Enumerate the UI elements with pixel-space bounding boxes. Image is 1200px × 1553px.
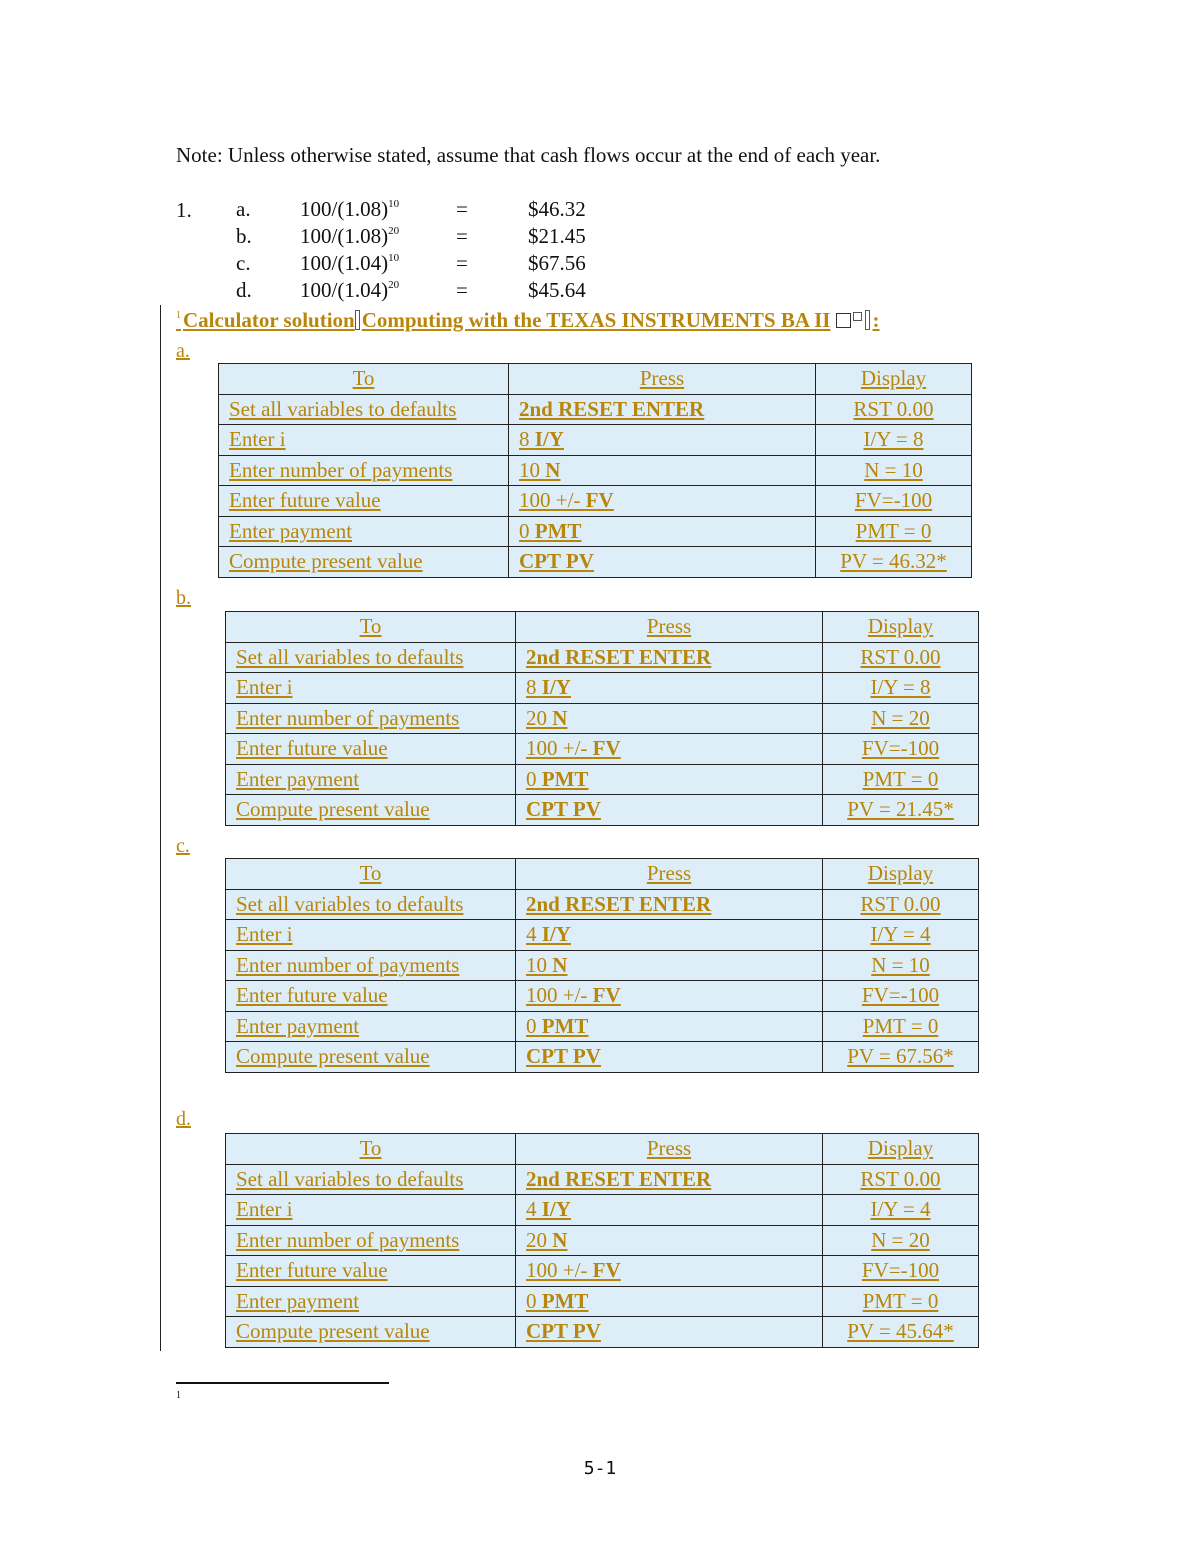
- table-row: [219, 394, 972, 425]
- cell-press: 0 PMT: [516, 1011, 823, 1042]
- calculator-table-b: [225, 611, 979, 826]
- cell-display: PMT = 0: [823, 1286, 979, 1317]
- cell-to: Enter number of payments: [219, 455, 509, 486]
- cell-to: Enter future value: [226, 981, 516, 1012]
- footnote-marker: 1: [176, 310, 181, 321]
- part-label-d: d.: [176, 1108, 191, 1130]
- cell-display: FV=-100: [823, 734, 979, 765]
- table-header-row: [226, 1134, 979, 1165]
- cell-to: Set all variables to defaults: [226, 1164, 516, 1195]
- table-row: [226, 1195, 979, 1226]
- cell-press: 10 N: [516, 950, 823, 981]
- table-row: [219, 425, 972, 456]
- header-to: To: [226, 859, 516, 890]
- cell-to: Enter payment: [226, 1011, 516, 1042]
- table-row: [226, 1164, 979, 1195]
- header-to: To: [226, 612, 516, 643]
- cell-press: 20 N: [516, 1225, 823, 1256]
- cell-press: 4 I/Y: [516, 1195, 823, 1226]
- table-row: [226, 1286, 979, 1317]
- calculator-solution-heading: [176, 308, 879, 333]
- cell-to: Enter i: [226, 673, 516, 704]
- cell-to: Compute present value: [226, 1042, 516, 1073]
- cell-to: Enter i: [226, 1195, 516, 1226]
- cell-press: 2nd RESET ENTER: [516, 642, 823, 673]
- equals-sign: =: [456, 197, 468, 221]
- calc-base: 100/(1.08): [300, 197, 389, 221]
- table-row: [226, 1225, 979, 1256]
- revision-bar: [160, 305, 161, 1351]
- cell-press: CPT PV: [516, 795, 823, 826]
- calc-exponent: 20: [388, 225, 400, 237]
- table-row: [226, 920, 979, 951]
- heading-text: Calculator solution: [183, 308, 355, 332]
- cell-display: PMT = 0: [816, 516, 972, 547]
- cell-display: FV=-100: [816, 486, 972, 517]
- cell-press: 8 I/Y: [516, 673, 823, 704]
- calc-label: a.: [236, 197, 251, 221]
- cell-display: N = 20: [823, 1225, 979, 1256]
- cell-display: N = 10: [823, 950, 979, 981]
- calculator-table-a: [218, 363, 972, 578]
- calc-result: $46.32: [528, 197, 586, 221]
- cell-press: 0 PMT: [509, 516, 816, 547]
- note-text: Note: Unless otherwise stated, assume that cash flows occur at the end of each year.: [176, 143, 881, 167]
- header-press: Press: [516, 1134, 823, 1165]
- heading-text-2: Computing with the TEXAS INSTRUMENTS BA II: [361, 308, 831, 332]
- calc-result: $45.64: [528, 278, 586, 302]
- cell-display: N = 10: [816, 455, 972, 486]
- table-header-row: [226, 859, 979, 890]
- cell-press: 100 +/- FV: [516, 734, 823, 765]
- table-row: [226, 642, 979, 673]
- calc-result: $21.45: [528, 224, 586, 248]
- placeholder-glyph-icon: [865, 310, 870, 330]
- table-row: [219, 455, 972, 486]
- cell-to: Compute present value: [226, 1317, 516, 1348]
- cell-press: 0 PMT: [516, 1286, 823, 1317]
- table-header-row: [226, 612, 979, 643]
- cell-to: Set all variables to defaults: [219, 394, 509, 425]
- cell-display: PV = 21.45*: [823, 795, 979, 826]
- cell-press: 100 +/- FV: [509, 486, 816, 517]
- part-label-c: c.: [176, 835, 190, 857]
- cell-press: CPT PV: [516, 1042, 823, 1073]
- table-row: [219, 516, 972, 547]
- cell-display: PV = 45.64*: [823, 1317, 979, 1348]
- table-row: [219, 486, 972, 517]
- cell-to: Enter number of payments: [226, 1225, 516, 1256]
- cell-to: Compute present value: [219, 547, 509, 578]
- table-row: [226, 889, 979, 920]
- table-row: [226, 1011, 979, 1042]
- cell-to: Enter payment: [226, 1286, 516, 1317]
- table-row: [226, 981, 979, 1012]
- table-row: [226, 1256, 979, 1287]
- cell-press: 8 I/Y: [509, 425, 816, 456]
- header-to: To: [219, 364, 509, 395]
- calc-label: c.: [236, 251, 251, 275]
- cell-display: FV=-100: [823, 981, 979, 1012]
- cell-to: Set all variables to defaults: [226, 889, 516, 920]
- table-row: [226, 673, 979, 704]
- cell-display: PV = 46.32*: [816, 547, 972, 578]
- cell-to: Set all variables to defaults: [226, 642, 516, 673]
- cell-display: I/Y = 4: [823, 920, 979, 951]
- calc-label: b.: [236, 224, 252, 248]
- calc-exponent: 10: [388, 198, 400, 210]
- footnote-reference: 1: [176, 1390, 181, 1401]
- calc-base: 100/(1.08): [300, 224, 389, 248]
- calc-expression: [300, 224, 399, 249]
- cell-to: Enter future value: [226, 734, 516, 765]
- cell-press: 20 N: [516, 703, 823, 734]
- cell-to: Enter future value: [226, 1256, 516, 1287]
- table-row: [226, 950, 979, 981]
- cell-press: 100 +/- FV: [516, 1256, 823, 1287]
- header-display: Display: [816, 364, 972, 395]
- footnote-separator: [176, 1382, 389, 1384]
- table-row: [226, 703, 979, 734]
- missing-glyph-icon: [836, 313, 851, 328]
- small-square-icon: [853, 312, 862, 321]
- table-row: [226, 1042, 979, 1073]
- calculator-table-d: [225, 1133, 979, 1348]
- cell-display: PMT = 0: [823, 764, 979, 795]
- cell-press: CPT PV: [516, 1317, 823, 1348]
- equals-sign: =: [456, 224, 468, 248]
- header-press: Press: [509, 364, 816, 395]
- cell-to: Enter number of payments: [226, 950, 516, 981]
- cell-press: 2nd RESET ENTER: [516, 889, 823, 920]
- cell-press: 2nd RESET ENTER: [509, 394, 816, 425]
- header-display: Display: [823, 1134, 979, 1165]
- cell-display: RST 0.00: [823, 642, 979, 673]
- cell-to: Enter i: [226, 920, 516, 951]
- equals-sign: =: [456, 251, 468, 275]
- cell-press: CPT PV: [509, 547, 816, 578]
- table-row: [226, 795, 979, 826]
- cell-press: 0 PMT: [516, 764, 823, 795]
- calc-expression: [300, 197, 399, 222]
- equals-sign: =: [456, 278, 468, 302]
- header-display: Display: [823, 612, 979, 643]
- cell-display: RST 0.00: [816, 394, 972, 425]
- table-row: [226, 734, 979, 765]
- calc-exponent: 10: [388, 252, 400, 264]
- table-row: [226, 1317, 979, 1348]
- table-header-row: [219, 364, 972, 395]
- calc-exponent: 20: [388, 279, 400, 291]
- table-row: [226, 764, 979, 795]
- placeholder-glyph-icon: [355, 310, 360, 330]
- cell-to: Enter i: [219, 425, 509, 456]
- cell-press: 2nd RESET ENTER: [516, 1164, 823, 1195]
- header-display: Display: [823, 859, 979, 890]
- calc-expression: [300, 278, 399, 303]
- cell-to: Compute present value: [226, 795, 516, 826]
- cell-display: PV = 67.56*: [823, 1042, 979, 1073]
- cell-display: PMT = 0: [823, 1011, 979, 1042]
- calc-label: d.: [236, 278, 252, 302]
- header-press: Press: [516, 859, 823, 890]
- calc-base: 100/(1.04): [300, 251, 389, 275]
- cell-to: Enter future value: [219, 486, 509, 517]
- cell-display: RST 0.00: [823, 1164, 979, 1195]
- cell-press: 100 +/- FV: [516, 981, 823, 1012]
- heading-tail: :: [872, 308, 880, 332]
- cell-press: 10 N: [509, 455, 816, 486]
- cell-to: Enter payment: [226, 764, 516, 795]
- cell-display: RST 0.00: [823, 889, 979, 920]
- cell-to: Enter number of payments: [226, 703, 516, 734]
- part-label-a: a.: [176, 340, 190, 362]
- table-row: [219, 547, 972, 578]
- calc-result: $67.56: [528, 251, 586, 275]
- cell-display: N = 20: [823, 703, 979, 734]
- calc-base: 100/(1.04): [300, 278, 389, 302]
- header-to: To: [226, 1134, 516, 1165]
- problem-number: 1.: [176, 198, 192, 222]
- page-number: 5-1: [583, 1458, 617, 1479]
- cell-display: I/Y = 4: [823, 1195, 979, 1226]
- cell-display: FV=-100: [823, 1256, 979, 1287]
- header-press: Press: [516, 612, 823, 643]
- cell-to: Enter payment: [219, 516, 509, 547]
- cell-display: I/Y = 8: [816, 425, 972, 456]
- cell-press: 4 I/Y: [516, 920, 823, 951]
- part-label-b: b.: [176, 587, 191, 609]
- calc-expression: [300, 251, 399, 276]
- cell-display: I/Y = 8: [823, 673, 979, 704]
- calculator-table-c: [225, 858, 979, 1073]
